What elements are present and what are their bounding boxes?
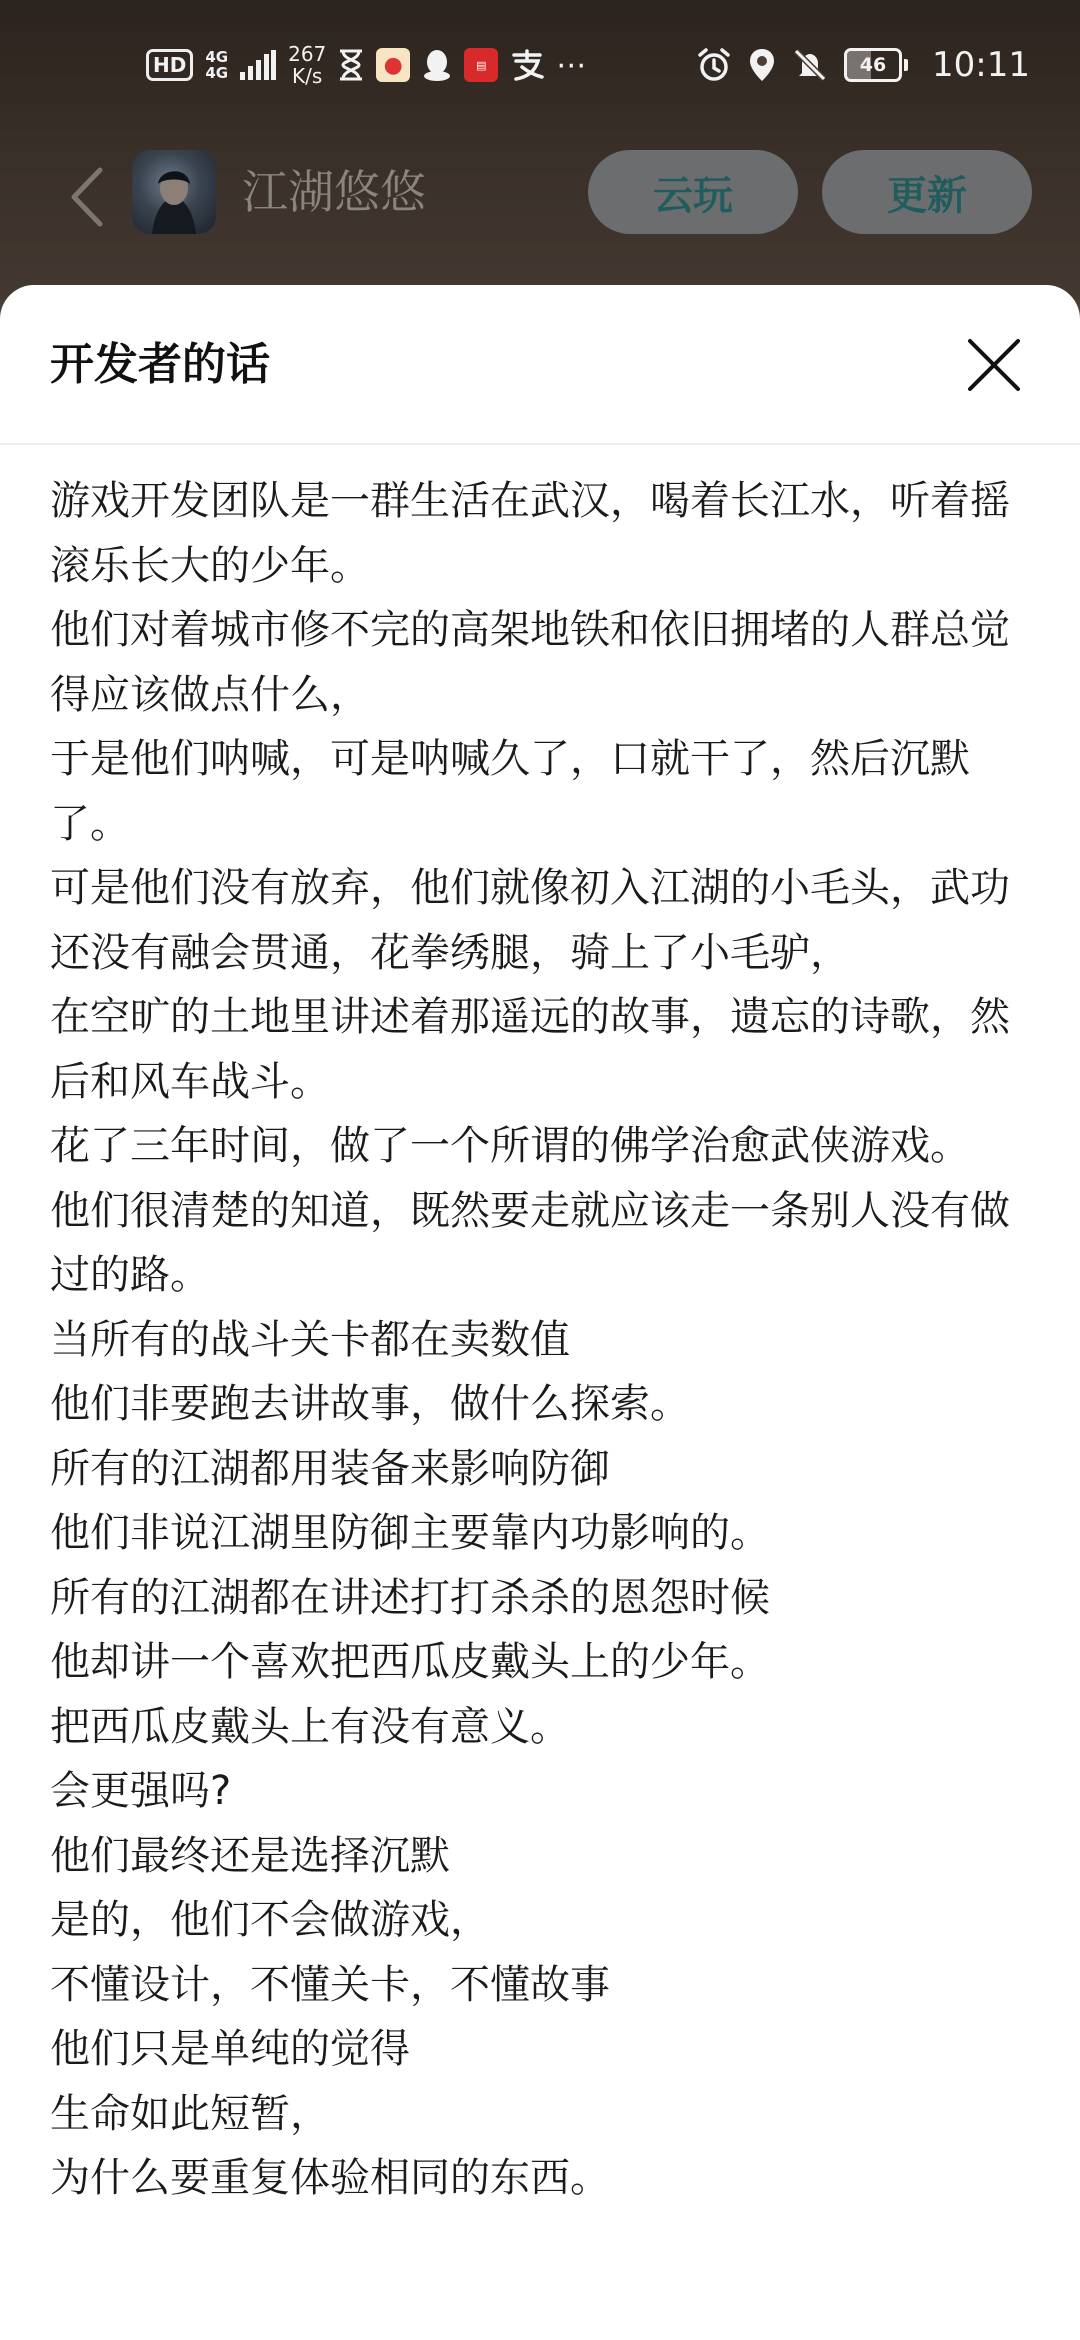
battery-level: 46 bbox=[859, 54, 887, 76]
paragraph: 他们非说江湖里防御主要靠内功影响的。 bbox=[50, 1510, 770, 1556]
network-type-bottom: 4G bbox=[205, 64, 229, 82]
paragraph: 为什么要重复体验相同的东西。 bbox=[50, 2155, 610, 2201]
signal-icon bbox=[240, 50, 276, 80]
sheet-header bbox=[0, 285, 1080, 445]
alipay-icon bbox=[510, 49, 544, 81]
paragraph: 他们只是单纯的觉得 bbox=[50, 2026, 410, 2072]
alarm-icon bbox=[696, 47, 732, 83]
mute-icon bbox=[792, 47, 828, 83]
paragraph: 当所有的战斗关卡都在卖数值 bbox=[50, 1316, 570, 1363]
paragraph: 花了三年时间，做了一个所谓的佛学治愈武侠游戏。 bbox=[50, 1123, 970, 1169]
paragraph: 不懂设计，不懂关卡，不懂故事 bbox=[50, 1961, 610, 2008]
paragraph: 生命如此短暂， bbox=[50, 2090, 330, 2137]
game-title: 江湖悠悠 bbox=[242, 165, 426, 219]
paragraph: 他却讲一个喜欢把西瓜皮戴头上的少年。 bbox=[50, 1639, 770, 1685]
paragraph: 所有的江湖都在讲述打打杀杀的恩怨时候 bbox=[50, 1574, 770, 1621]
paragraph: 他们很清楚的知道，既然要走就应该走一条别人没有做过的路。 bbox=[50, 1187, 1010, 1298]
news-app-icon: ▤ bbox=[464, 48, 498, 82]
developer-notes-sheet bbox=[0, 285, 1080, 2340]
paragraph: 游戏开发团队是一群生活在武汉，喝着长江水，听着摇滚乐长大的少年。 bbox=[50, 478, 1010, 589]
hd-badge: HD bbox=[146, 49, 193, 81]
network-speed-unit: K/s bbox=[292, 64, 323, 88]
network-speed bbox=[288, 43, 326, 87]
network-speed-value: 267 bbox=[288, 42, 327, 66]
qq-icon bbox=[422, 48, 452, 82]
paragraph: 把西瓜皮戴头上有没有意义。 bbox=[50, 1703, 570, 1750]
update-button[interactable]: 更新 bbox=[822, 150, 1032, 234]
back-button[interactable] bbox=[62, 162, 112, 232]
status-right-group bbox=[696, 40, 1030, 90]
paragraph: 所有的江湖都用装备来影响防御 bbox=[50, 1445, 610, 1492]
close-icon[interactable] bbox=[966, 337, 1022, 393]
battery-body bbox=[844, 48, 902, 82]
status-left-group bbox=[146, 40, 587, 90]
paragraph: 可是他们没有放弃，他们就像初入江湖的小毛头，武功还没有融会贯通，花拳绣腿，骑上了小毛驴， bbox=[50, 865, 1010, 976]
tomato-app-icon: ● bbox=[376, 48, 410, 82]
cloud-play-button[interactable]: 云玩 bbox=[588, 150, 798, 234]
network-type bbox=[205, 49, 228, 81]
game-icon[interactable] bbox=[132, 150, 216, 234]
paragraph: 他们最终还是选择沉默 bbox=[50, 1832, 450, 1879]
paragraph: 他们对着城市修不完的高架地铁和依旧拥堵的人群总觉得应该做点什么， bbox=[50, 607, 1010, 718]
clock: 10:11 bbox=[932, 45, 1030, 85]
paragraph: 在空旷的土地里讲述着那遥远的故事，遗忘的诗歌，然后和风车战斗。 bbox=[50, 994, 1010, 1105]
paragraph: 他们非要跑去讲故事，做什么探索。 bbox=[50, 1381, 690, 1427]
location-icon bbox=[748, 47, 776, 83]
sheet-title: 开发者的话 bbox=[50, 339, 270, 390]
paragraph: 是的，他们不会做游戏， bbox=[50, 1897, 490, 1943]
paragraph: 会更强吗? bbox=[50, 1768, 232, 1814]
paragraph: 于是他们呐喊，可是呐喊久了，口就干了，然后沉默了。 bbox=[50, 736, 970, 847]
sheet-content bbox=[0, 445, 1080, 2211]
hourglass-icon bbox=[338, 49, 364, 81]
more-icon: ⋯ bbox=[556, 47, 588, 83]
status-bar bbox=[0, 0, 1080, 130]
battery-icon bbox=[844, 48, 908, 82]
app-header bbox=[0, 140, 1080, 260]
battery-cap bbox=[904, 59, 908, 71]
network-type-top: 4G bbox=[205, 48, 229, 66]
game-icon-art bbox=[132, 150, 216, 234]
